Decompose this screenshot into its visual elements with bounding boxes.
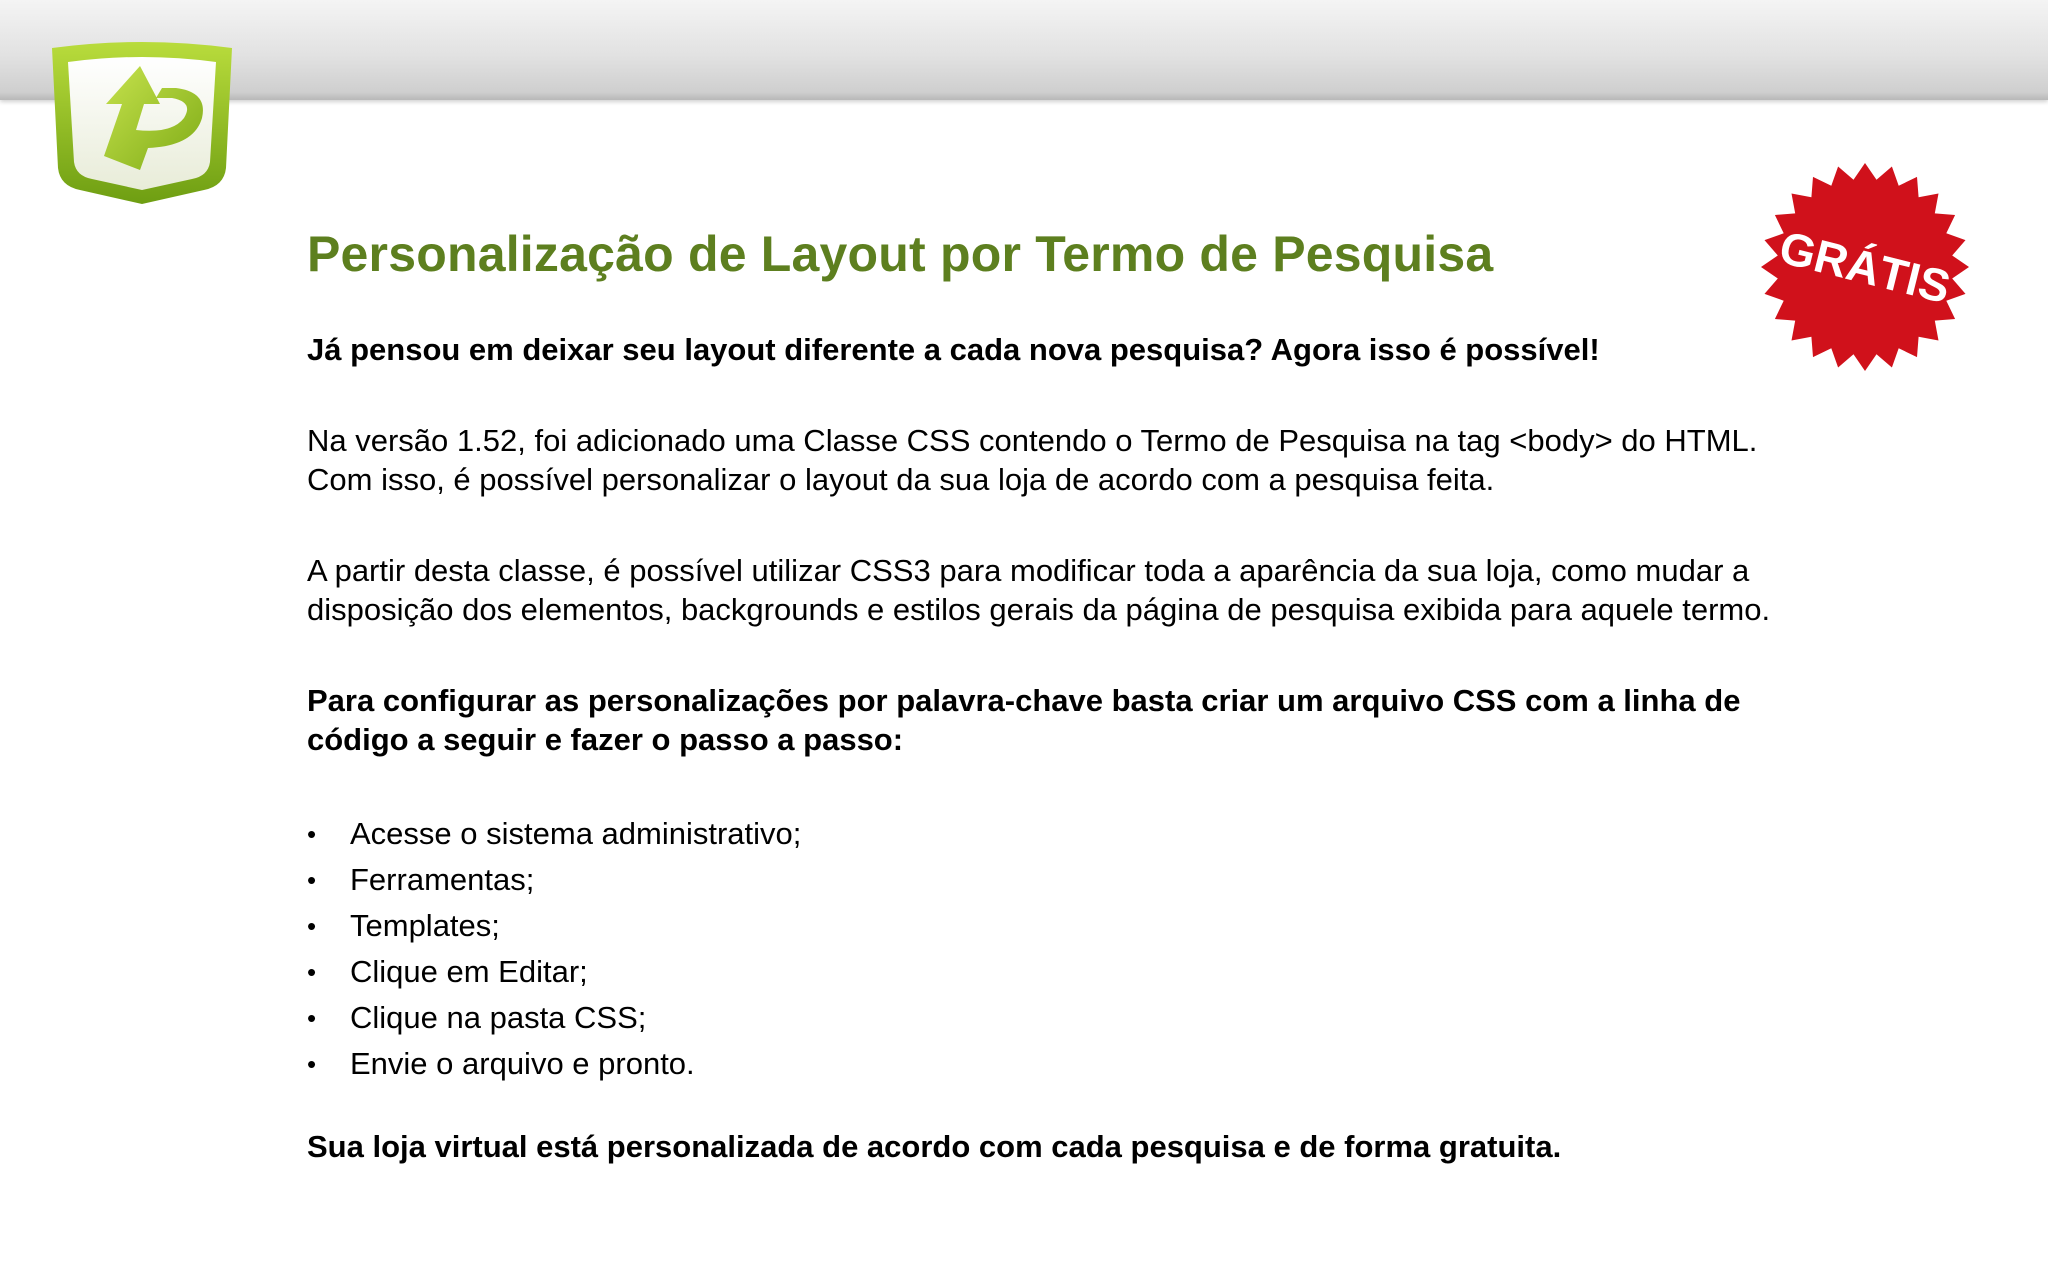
list-item [307,903,1847,949]
outro-text: Sua loja virtual está personalizada de acordo com cada pesquisa e de forma gratuita. [307,1129,1562,1164]
list-item [307,949,1847,995]
step-text: Ferramentas; [350,862,535,897]
paragraph-2-line-1: A partir desta classe, é possível utilizar CSS3 para modificar toda a aparência da sua loja, como mudar a [307,553,1750,588]
step-text: Envie o arquivo e pronto. [350,1046,695,1081]
paragraph-3-line-2: código a seguir e fazer o passo a passo: [307,722,904,757]
steps-list [307,811,1847,1087]
bullet-icon: • [307,957,317,987]
paragraph-1 [307,421,1847,499]
paragraph-1-line-1: Na versão 1.52, foi adicionado uma Classe CSS contendo o Termo de Pesquisa na tag <body> do HTML. [307,423,1758,458]
bullet-icon: • [307,819,317,849]
paragraph-1-line-2: Com isso, é possível personalizar o layout da sua loja de acordo com a pesquisa feita. [307,462,1495,497]
gratis-badge-text: GRÁTIS [1774,220,1956,314]
list-item [307,995,1847,1041]
step-text: Clique em Editar; [350,954,588,989]
step-text: Templates; [350,908,500,943]
list-item [307,811,1847,857]
step-text: Clique na pasta CSS; [350,1000,647,1035]
top-bar [0,0,2048,100]
bullet-icon: • [307,911,317,941]
step-text: Acesse o sistema administrativo; [350,816,802,851]
intro-text: Já pensou em deixar seu layout diferente a cada nova pesquisa? Agora isso é possível! [307,332,1600,367]
bullet-icon: • [307,865,317,895]
paragraph-2-line-2: disposição dos elementos, backgrounds e estilos gerais da página de pesquisa exibida para aquele termo. [307,592,1771,627]
bullet-icon: • [307,1049,317,1079]
list-item [307,857,1847,903]
page-title: Personalização de Layout por Termo de Pesquisa [307,226,1494,282]
paragraph-2 [307,551,1847,629]
paragraph-3-line-1: Para configurar as personalizações por palavra-chave basta criar um arquivo CSS com a linha de [307,683,1741,718]
up-arrow-shield-logo-icon [44,38,240,210]
paragraph-3 [307,681,1847,759]
list-item [307,1041,1847,1087]
bullet-icon: • [307,1003,317,1033]
content-area [307,222,1847,1166]
